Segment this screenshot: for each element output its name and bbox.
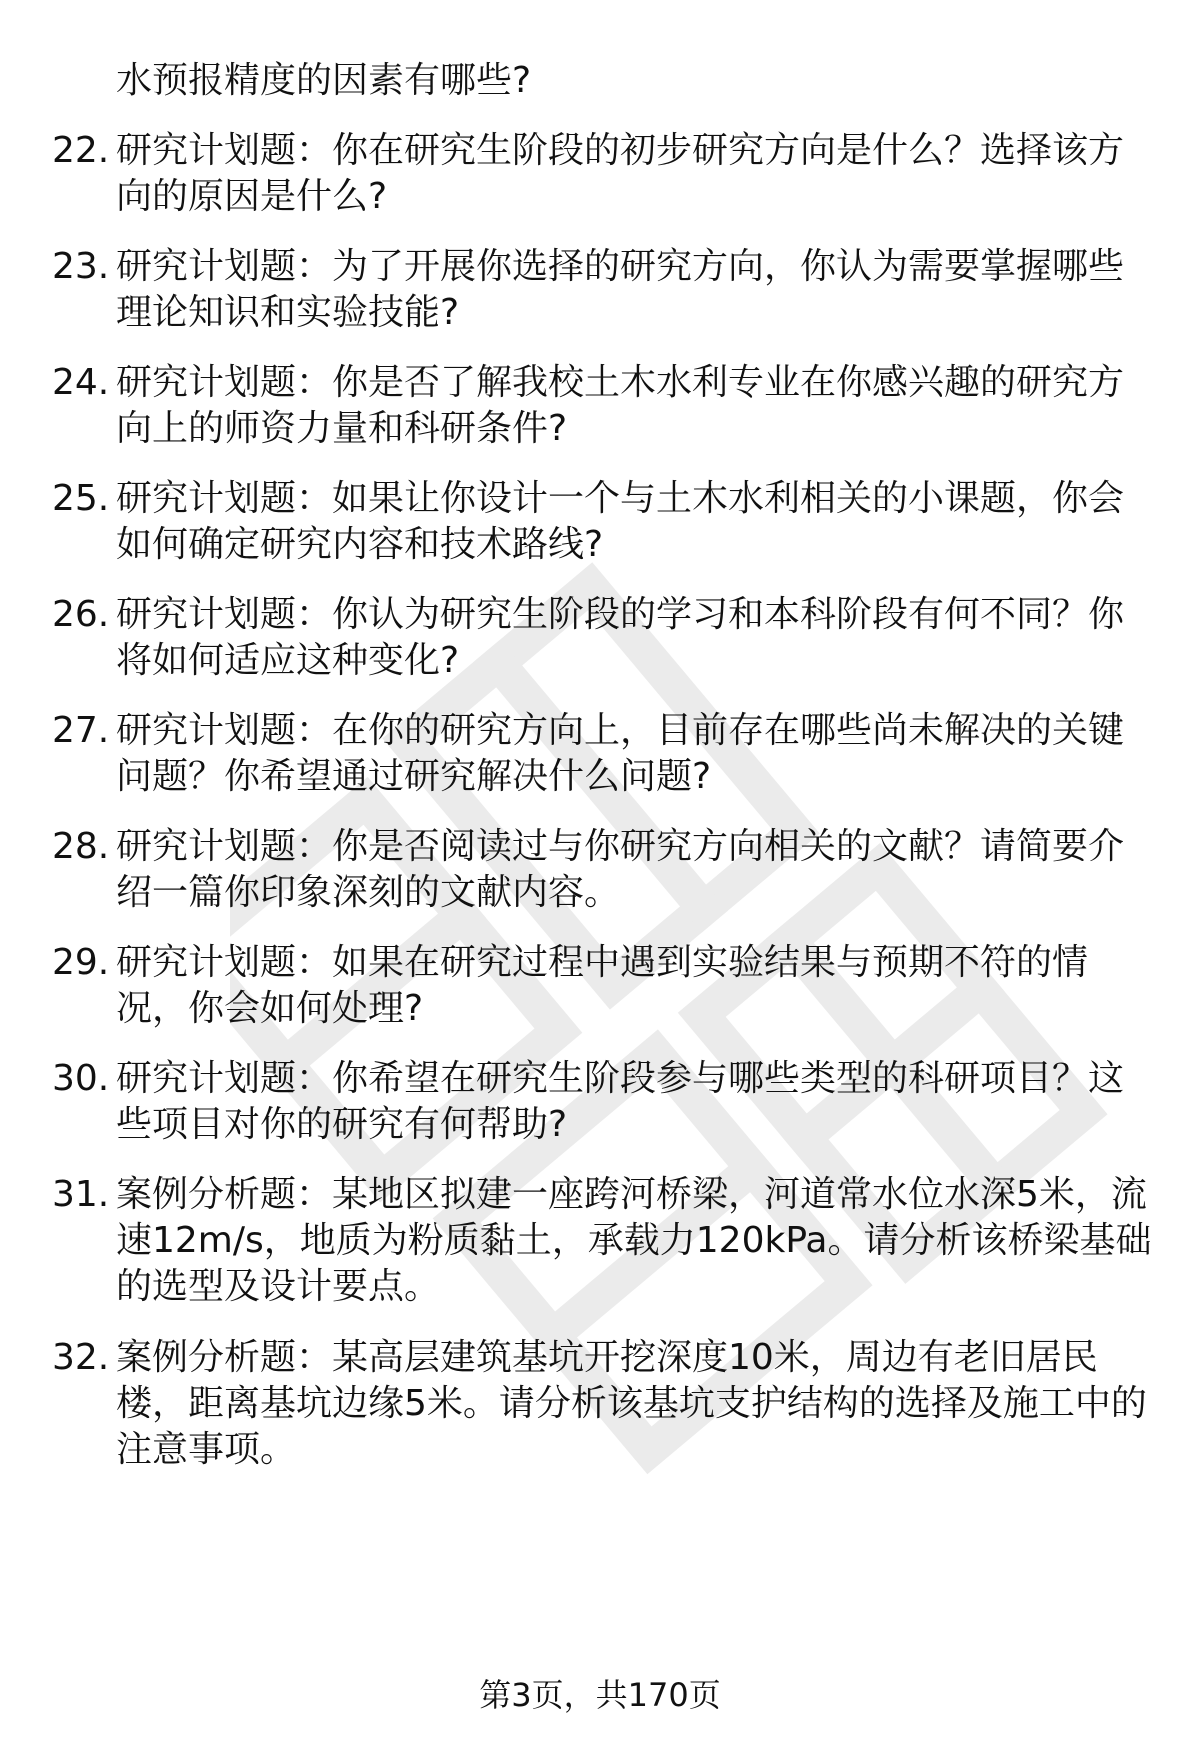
question-text-line: 研究计划题：你认为研究生阶段的学习和本科阶段有何不同？你 <box>116 594 1125 635</box>
question-text-line: 案例分析题：某高层建筑基坑开挖深度10米，周边有老旧居民 <box>116 1337 1098 1378</box>
question-text-line: 研究计划题：在你的研究方向上，目前存在哪些尚未解决的关键 <box>116 710 1125 751</box>
question-text-line: 研究计划题：你希望在研究生阶段参与哪些类型的科研项目？这 <box>116 1058 1125 1099</box>
question-number: 29. <box>52 942 110 983</box>
question-number: 24. <box>52 362 110 403</box>
question-text-line: 案例分析题：某地区拟建一座跨河桥梁，河道常水位水深5米，流 <box>116 1174 1147 1215</box>
question-number: 30. <box>52 1058 110 1099</box>
question-text-line: 问题？你希望通过研究解决什么问题? <box>116 756 712 797</box>
question-text-line: 研究计划题：如果让你设计一个与土木水利相关的小课题，你会 <box>116 478 1125 519</box>
question-text-line: 将如何适应这种变化? <box>116 640 460 681</box>
question-text-line: 研究计划题：你在研究生阶段的初步研究方向是什么？选择该方 <box>116 130 1125 171</box>
question-text-line: 研究计划题：你是否了解我校土木水利专业在你感兴趣的研究方 <box>116 362 1125 403</box>
question-number: 28. <box>52 826 110 867</box>
question-text-line: 楼，距离基坑边缘5米。请分析该基坑支护结构的选择及施工中的 <box>116 1383 1147 1424</box>
question-text-line: 研究计划题：为了开展你选择的研究方向，你认为需要掌握哪些 <box>116 246 1125 287</box>
question-text-line: 向上的师资力量和科研条件? <box>116 408 568 449</box>
question-text-line: 研究计划题：你是否阅读过与你研究方向相关的文献？请简要介 <box>116 826 1125 867</box>
question-text-line: 理论知识和实验技能? <box>116 292 460 333</box>
question-number: 25. <box>52 478 110 519</box>
question-number: 22. <box>52 130 110 171</box>
question-text-line: 速12m/s，地质为粉质黏土，承载力120kPa。请分析该桥梁基础 <box>116 1220 1152 1261</box>
question-number: 26. <box>52 594 110 635</box>
question-text-line: 研究计划题：如果在研究过程中遇到实验结果与预期不符的情 <box>116 942 1089 983</box>
question-number: 23. <box>52 246 110 287</box>
question-text-line: 况，你会如何处理? <box>116 988 424 1029</box>
question-text-line: 向的原因是什么? <box>116 176 388 217</box>
question-text-line: 绍一篇你印象深刻的文献内容。 <box>116 872 621 913</box>
question-text-line: 些项目对你的研究有何帮助? <box>116 1104 568 1145</box>
page-footer: 第3页，共170页 <box>479 1676 721 1714</box>
question-number: 32. <box>52 1337 110 1378</box>
question-number: 27. <box>52 710 110 751</box>
question-text-line: 注意事项。 <box>116 1429 297 1470</box>
intro-line: 水预报精度的因素有哪些? <box>116 60 532 101</box>
question-text-line: 如何确定研究内容和技术路线? <box>116 524 604 565</box>
question-number: 31. <box>52 1174 110 1215</box>
question-text-line: 的选型及设计要点。 <box>116 1266 441 1307</box>
